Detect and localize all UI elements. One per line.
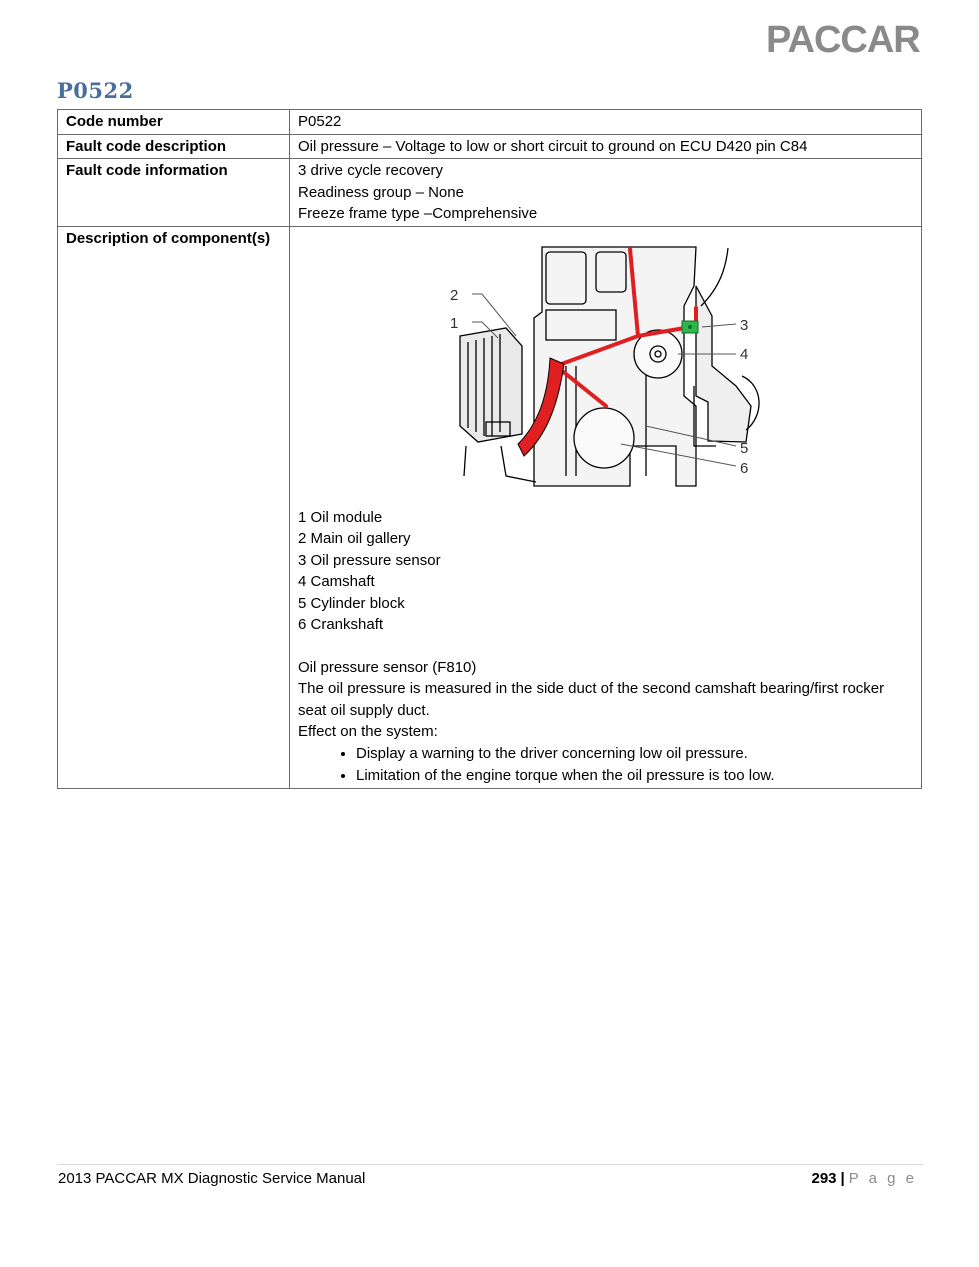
- components-value: [290, 226, 922, 788]
- callout-2: 2: [450, 286, 459, 304]
- fault-description-label: Fault code description: [58, 134, 290, 159]
- callout-1: 1: [450, 314, 459, 332]
- info-line: Readiness group – None: [298, 183, 464, 201]
- table-row: [58, 110, 922, 135]
- fault-information-value: [290, 159, 922, 227]
- table-row: [58, 134, 922, 159]
- effects-list: [298, 743, 913, 787]
- paccar-logo: [764, 18, 924, 58]
- code-number-label: Code number: [58, 110, 290, 135]
- page-word: P a g e: [848, 1170, 917, 1187]
- table-row: [58, 159, 922, 227]
- list-item: 5 Cylinder block: [298, 594, 405, 612]
- fault-information-label: Fault code information: [58, 159, 290, 227]
- engine-oil-diagram: [446, 246, 766, 491]
- list-item: 6 Crankshaft: [298, 616, 384, 633]
- info-line: Freeze frame type –Comprehensive: [298, 205, 538, 222]
- components-label: Description of component(s): [58, 226, 290, 788]
- fault-code-table: [57, 109, 922, 789]
- info-line: 3 drive cycle recovery: [298, 162, 444, 179]
- callout-6: 6: [740, 459, 749, 477]
- page-number: 293: [811, 1170, 837, 1187]
- footer-manual-title: 2013 PACCAR MX Diagnostic Service Manual: [58, 1170, 366, 1187]
- component-list: [298, 507, 913, 636]
- callout-4: 4: [740, 345, 749, 363]
- footer-page: [812, 1170, 918, 1187]
- page-separator: |: [840, 1170, 845, 1187]
- sensor-description: The oil pressure is measured in the side duct of the second camshaft bearing/first rocker seat oil supply duct.: [298, 680, 885, 719]
- page-footer: [57, 1164, 923, 1193]
- list-item: 1 Oil module: [298, 508, 383, 526]
- logo-text: PACCAR: [766, 19, 920, 58]
- table-row: [58, 226, 922, 788]
- fault-description-value: Oil pressure – Voltage to low or short circuit to ground on ECU D420 pin C84: [290, 134, 922, 159]
- sensor-title: Oil pressure sensor (F810): [298, 658, 477, 676]
- list-item: 3 Oil pressure sensor: [298, 551, 441, 569]
- page-title: P0522: [57, 78, 134, 103]
- effect-heading: Effect on the system:: [298, 723, 438, 740]
- list-item: • Display a warning to the driver concerning low oil pressure.: [356, 743, 913, 765]
- callout-3: 3: [740, 316, 749, 334]
- code-number-value: P0522: [290, 110, 922, 135]
- list-item: 2 Main oil gallery: [298, 530, 411, 547]
- list-item: 4 Camshaft: [298, 573, 375, 590]
- callout-5: 5: [740, 439, 749, 457]
- list-item: • Limitation of the engine torque when the oil pressure is too low.: [356, 765, 913, 787]
